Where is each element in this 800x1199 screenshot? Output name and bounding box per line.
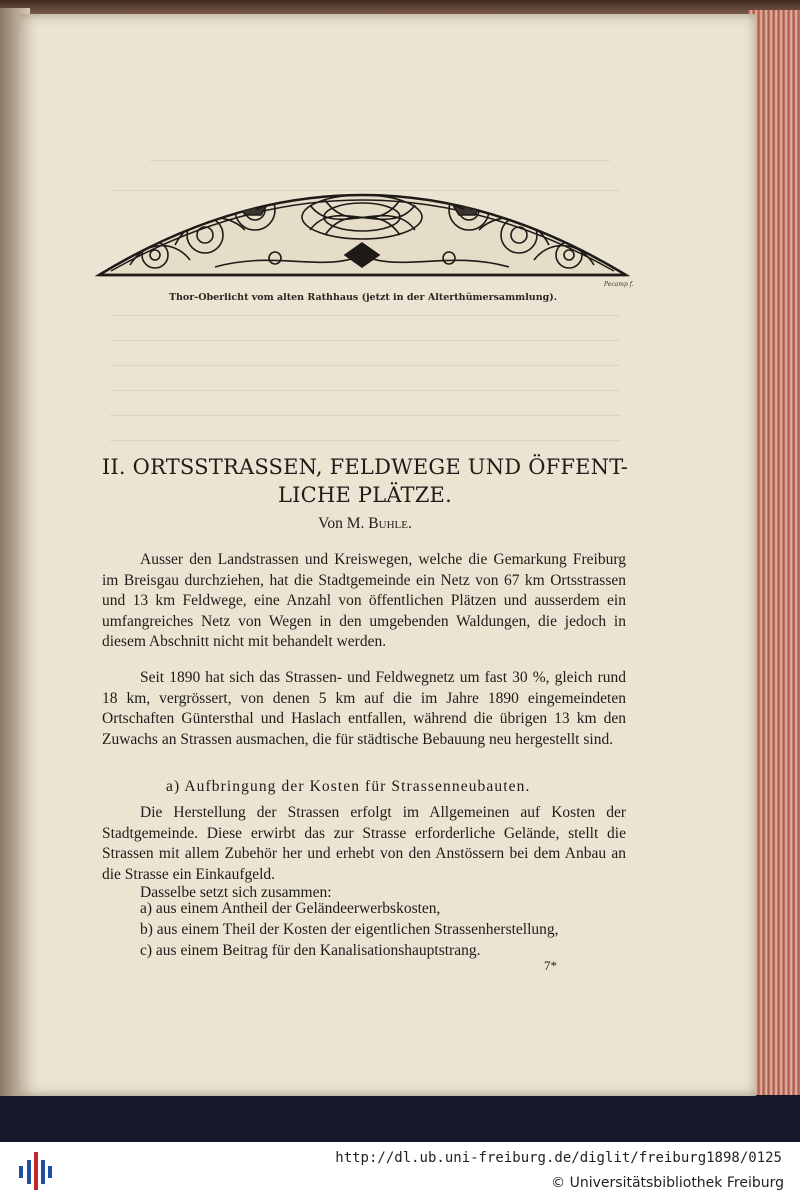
section-heading: a) Aufbringung der Kosten für Strassenneubauten. — [166, 778, 531, 795]
paragraph-2: Seit 1890 hat sich das Strassen- und Feldwegnetz um fast 30 %, gleich rund 18 km, vergrössert, von denen 5 km auf die im Jahre 1890 eingemeindeten Ortschaften Güntersthal und Haslach entfallen, während die übrigen 13 km den Zuwachs an Strassen ausmachen, die für städtische Bebauung neu hergestellt sind. — [102, 669, 626, 748]
author-line — [100, 515, 630, 533]
university-library-logo-icon[interactable] — [15, 1150, 55, 1192]
list-item: c) aus einem Beitrag für den Kanalisationshauptstrang. — [140, 941, 481, 959]
fanlight-ornament-illustration — [95, 155, 630, 280]
viewer-footer-bar — [0, 1142, 800, 1199]
paragraph-3: Die Herstellung der Strassen erfolgt im Allgemeinen auf Kosten der Stadtgemeinde. Diese erwirbt das zur Strasse erforderliche Gelände, stellt die Strassen mit allem Zubehör her und erhebt von den Anstössern bei dem Anbau an die Strasse ein Einkaufgeld. — [102, 804, 626, 883]
cost-components-list — [140, 899, 630, 961]
illustration-caption: Thor-Oberlicht vom alten Rathhaus (jetzt in der Alterthümersammlung). — [168, 292, 558, 303]
chapter-title-line-2: LICHE PLÄTZE. — [278, 483, 452, 507]
paragraph-4: Dasselbe setzt sich zusammen: — [140, 884, 332, 901]
document-url-link[interactable]: http://dl.ub.uni-freiburg.de/diglit/freiburg1898/0125 — [335, 1150, 782, 1166]
chapter-title-line-1: II. ORTSSTRASSEN, FELDWEGE UND ÖFFENT- — [101, 455, 629, 479]
paragraph-1: Ausser den Landstrassen und Kreiswegen, welche die Gemarkung Freiburg im Breisgau durchziehen, hat die Stadtgemeinde ein Netz von 67 km Ortsstrassen und 13 km Feldwege, eine Anzahl von öffentlichen Plätzen und ausserdem ein umfangreiches Netz von Wegen in den umgebenden Waldungen, die jedoch in diesem Abschnitt nicht mit behandelt werden. — [102, 551, 626, 651]
page-number: 7* — [544, 958, 557, 973]
engraver-signature: Pecamp f. — [604, 281, 634, 288]
book-top-edge — [0, 0, 800, 14]
list-item: a) aus einem Antheil der Geländeerwerbskosten, — [140, 900, 441, 917]
list-item: b) aus einem Theil der Kosten der eigentlichen Strassenherstellung, — [140, 920, 559, 938]
chapter-title — [100, 453, 630, 509]
author-name: Buhle — [368, 515, 408, 532]
scan-bottom-margin — [0, 1096, 800, 1142]
copyright-notice: © Universitätsbibliothek Freiburg — [551, 1175, 784, 1191]
author-suffix: . — [407, 515, 412, 532]
author-prefix: Von M. — [318, 515, 369, 532]
